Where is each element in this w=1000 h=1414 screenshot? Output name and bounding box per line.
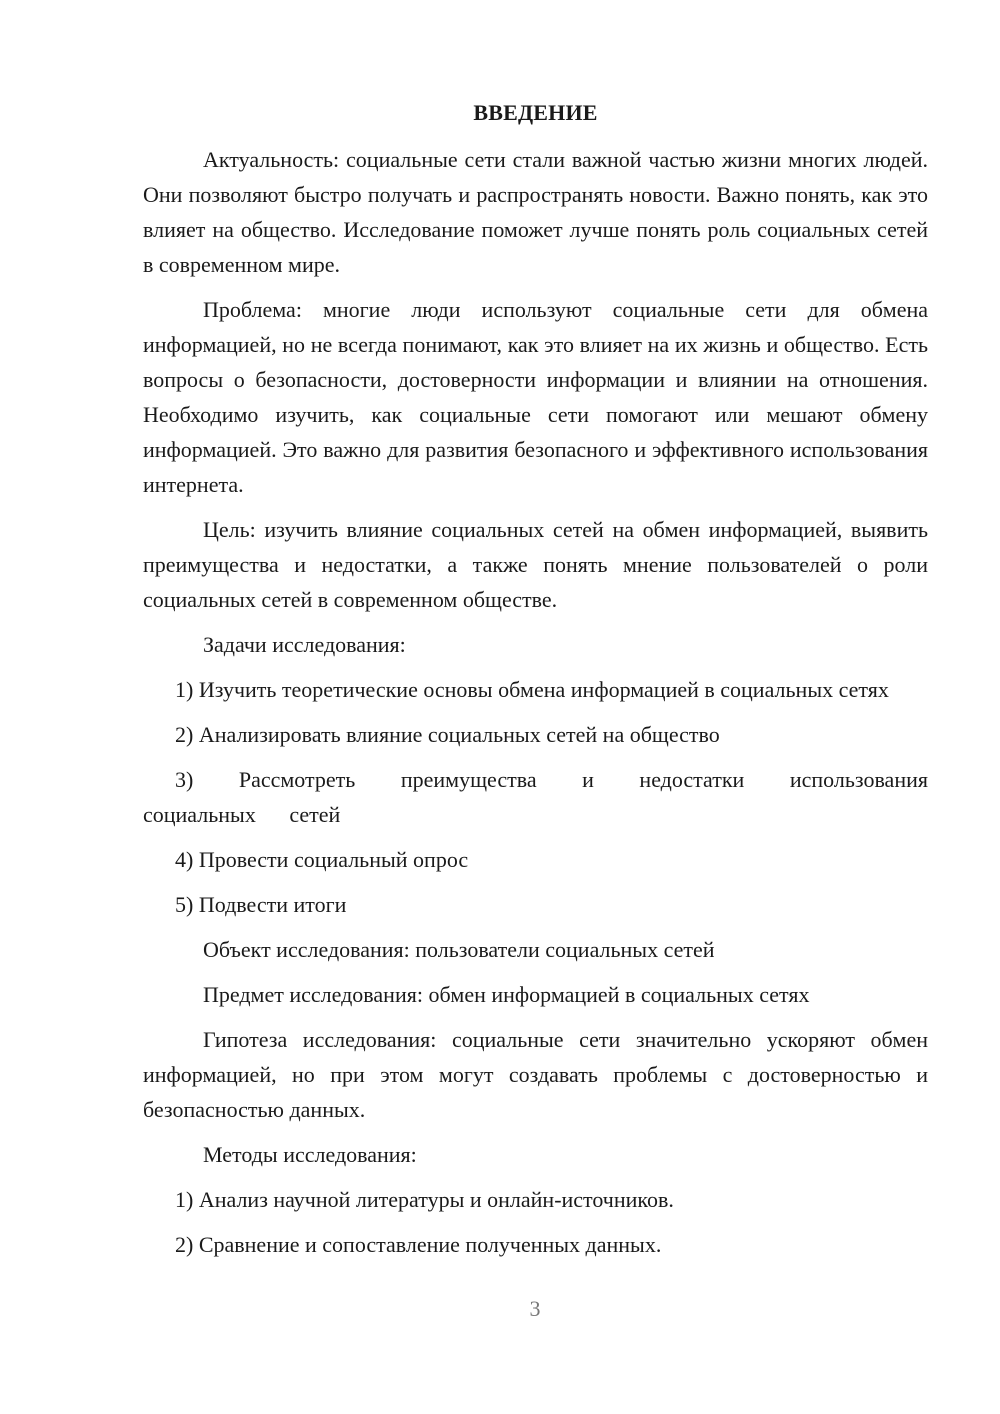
document-page	[143, 95, 928, 1272]
task-item: 4) Провести социальный опрос	[175, 847, 469, 872]
task-item: 3) Рассмотреть преимущества и недостатки использования социальных сетей	[143, 767, 928, 827]
section-heading: ВВЕДЕНИЕ	[473, 100, 598, 125]
object-line: Объект исследования: пользователи социальных сетей	[203, 937, 715, 962]
task-item: 1) Изучить теоретические основы обмена информацией в социальных сетях	[175, 677, 889, 702]
method-item: 1) Анализ научной литературы и онлайн-источников.	[175, 1187, 674, 1212]
task-item: 5) Подвести итоги	[175, 892, 347, 917]
goal-paragraph: Цель: изучить влияние социальных сетей на обмен информацией, выявить преимущества и недостатки, а также понять мнение пользователей о роли социальных сетей в современном обществе.	[143, 517, 928, 612]
tasks-title: Задачи исследования:	[203, 632, 406, 657]
problem-paragraph: Проблема: многие люди используют социальные сети для обмена информацией, но не всегда понимают, как это влияет на их жизнь и общество. Есть вопросы о безопасности, достоверности информации и влиянии на отношения. Необходимо изучить, как социальные сети помогают или мешают обмену информацией. Это важно для развития безопасного и эффективного использования интернета.	[143, 297, 928, 497]
task-item: 2) Анализировать влияние социальных сетей на общество	[175, 722, 720, 747]
page-number: 3	[529, 1296, 541, 1321]
hypothesis-paragraph: Гипотеза исследования: социальные сети значительно ускоряют обмен информацией, но при этом могут создавать проблемы с достоверностью и безопасностью данных.	[143, 1027, 928, 1122]
method-item: 2) Сравнение и сопоставление полученных данных.	[175, 1232, 662, 1257]
methods-title: Методы исследования:	[203, 1142, 417, 1167]
relevance-paragraph: Актуальность: социальные сети стали важной частью жизни многих людей. Они позволяют быстро получать и распространять новости. Важно понять, как это влияет на общество. Исследование поможет лучше понять роль социальных сетей в современном мире.	[143, 147, 928, 277]
subject-line: Предмет исследования: обмен информацией в социальных сетях	[203, 982, 810, 1007]
